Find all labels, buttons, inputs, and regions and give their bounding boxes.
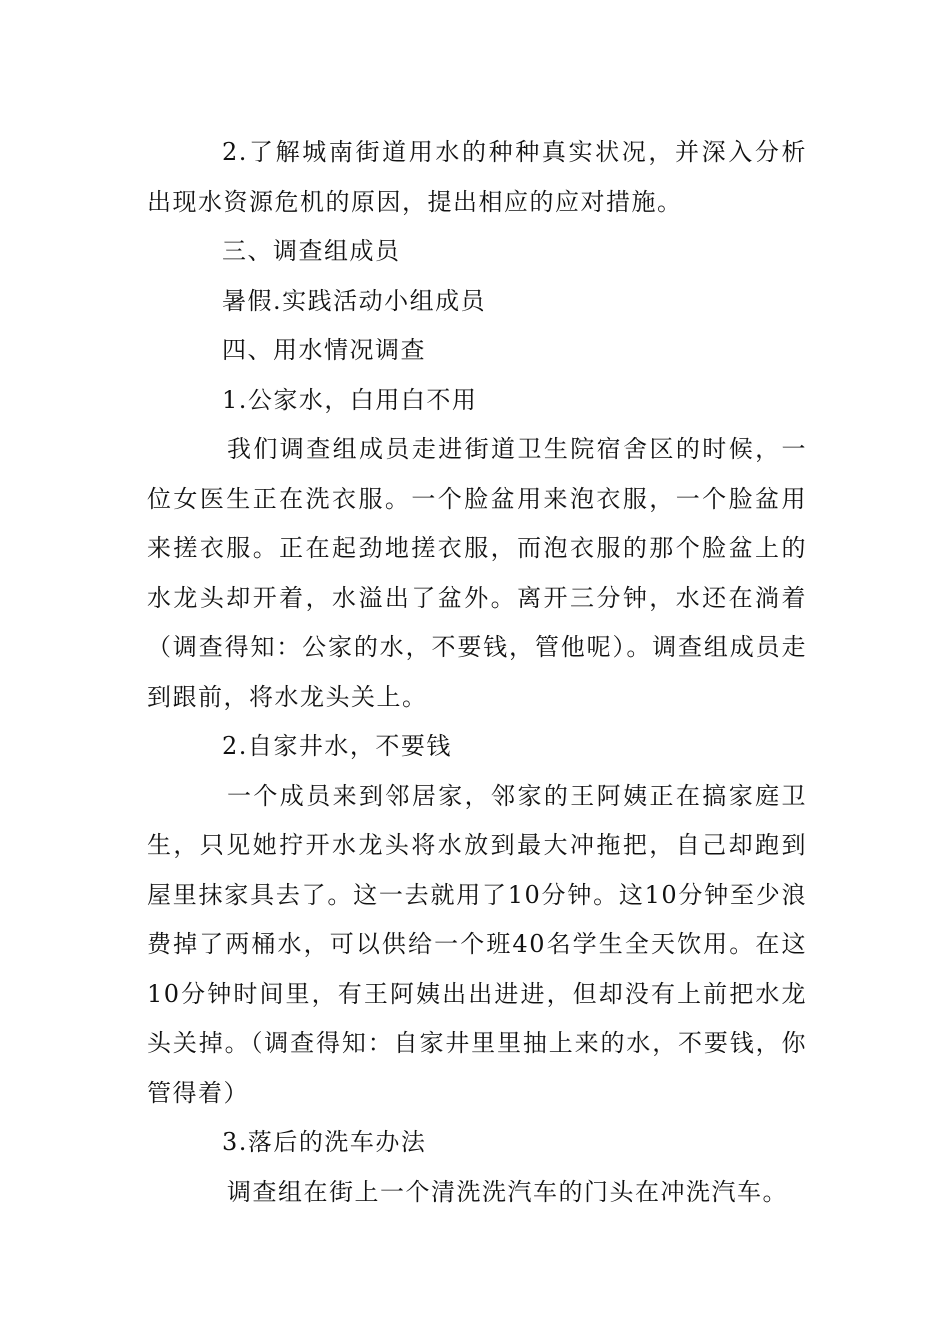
subheading-home-well-water: 2.自家井水，不要钱 — [222, 732, 452, 760]
paragraph-team-members: 暑假.实践活动小组成员 — [222, 286, 487, 315]
document-body — [147, 128, 807, 1217]
section-heading-water-usage: 四、用水情况调查 — [222, 336, 426, 364]
subheading-car-wash: 3.落后的洗车办法 — [222, 1128, 427, 1156]
paragraph-objective-2: 2.了解城南街道用水的种种真实状况，并深入分析出现水资源危机的原因，提出相应的应对措施。 — [147, 138, 807, 216]
paragraph-home-well-water: 一个成员来到邻居家，邻家的王阿姨正在搞家庭卫生，只见她拧开水龙头将水放到最大冲拖把，自己却跑到屋里抹家具去了。这一去就用了10分钟。这10分钟至少浪费掉了两桶水，可以供给一个班40名学生全天饮用。在这10分钟时间里，有王阿姨出出进进，但却没有上前把水龙头关掉。（调查得知：自家井里里抽上来的水，不要钱，你管得着） — [147, 781, 807, 1107]
section-heading-team-members: 三、调查组成员 — [222, 237, 401, 265]
subheading-public-water: 1.公家水，白用白不用 — [222, 385, 478, 414]
paragraph-public-water: 我们调查组成员走进街道卫生院宿舍区的时候，一位女医生正在洗衣服。一个脸盆用来泡衣服，一个脸盆用来搓衣服。正在起劲地搓衣服，而泡衣服的那个脸盆上的水龙头却开着，水溢出了盆外。离开三分钟，水还在淌着（调查得知：公家的水，不要钱，管他呢）。调查组成员走到跟前，将水龙头关上。 — [147, 435, 807, 711]
paragraph-car-wash: 调查组在街上一个清洗洗汽车的门头在冲洗汽车。 — [227, 1177, 788, 1206]
